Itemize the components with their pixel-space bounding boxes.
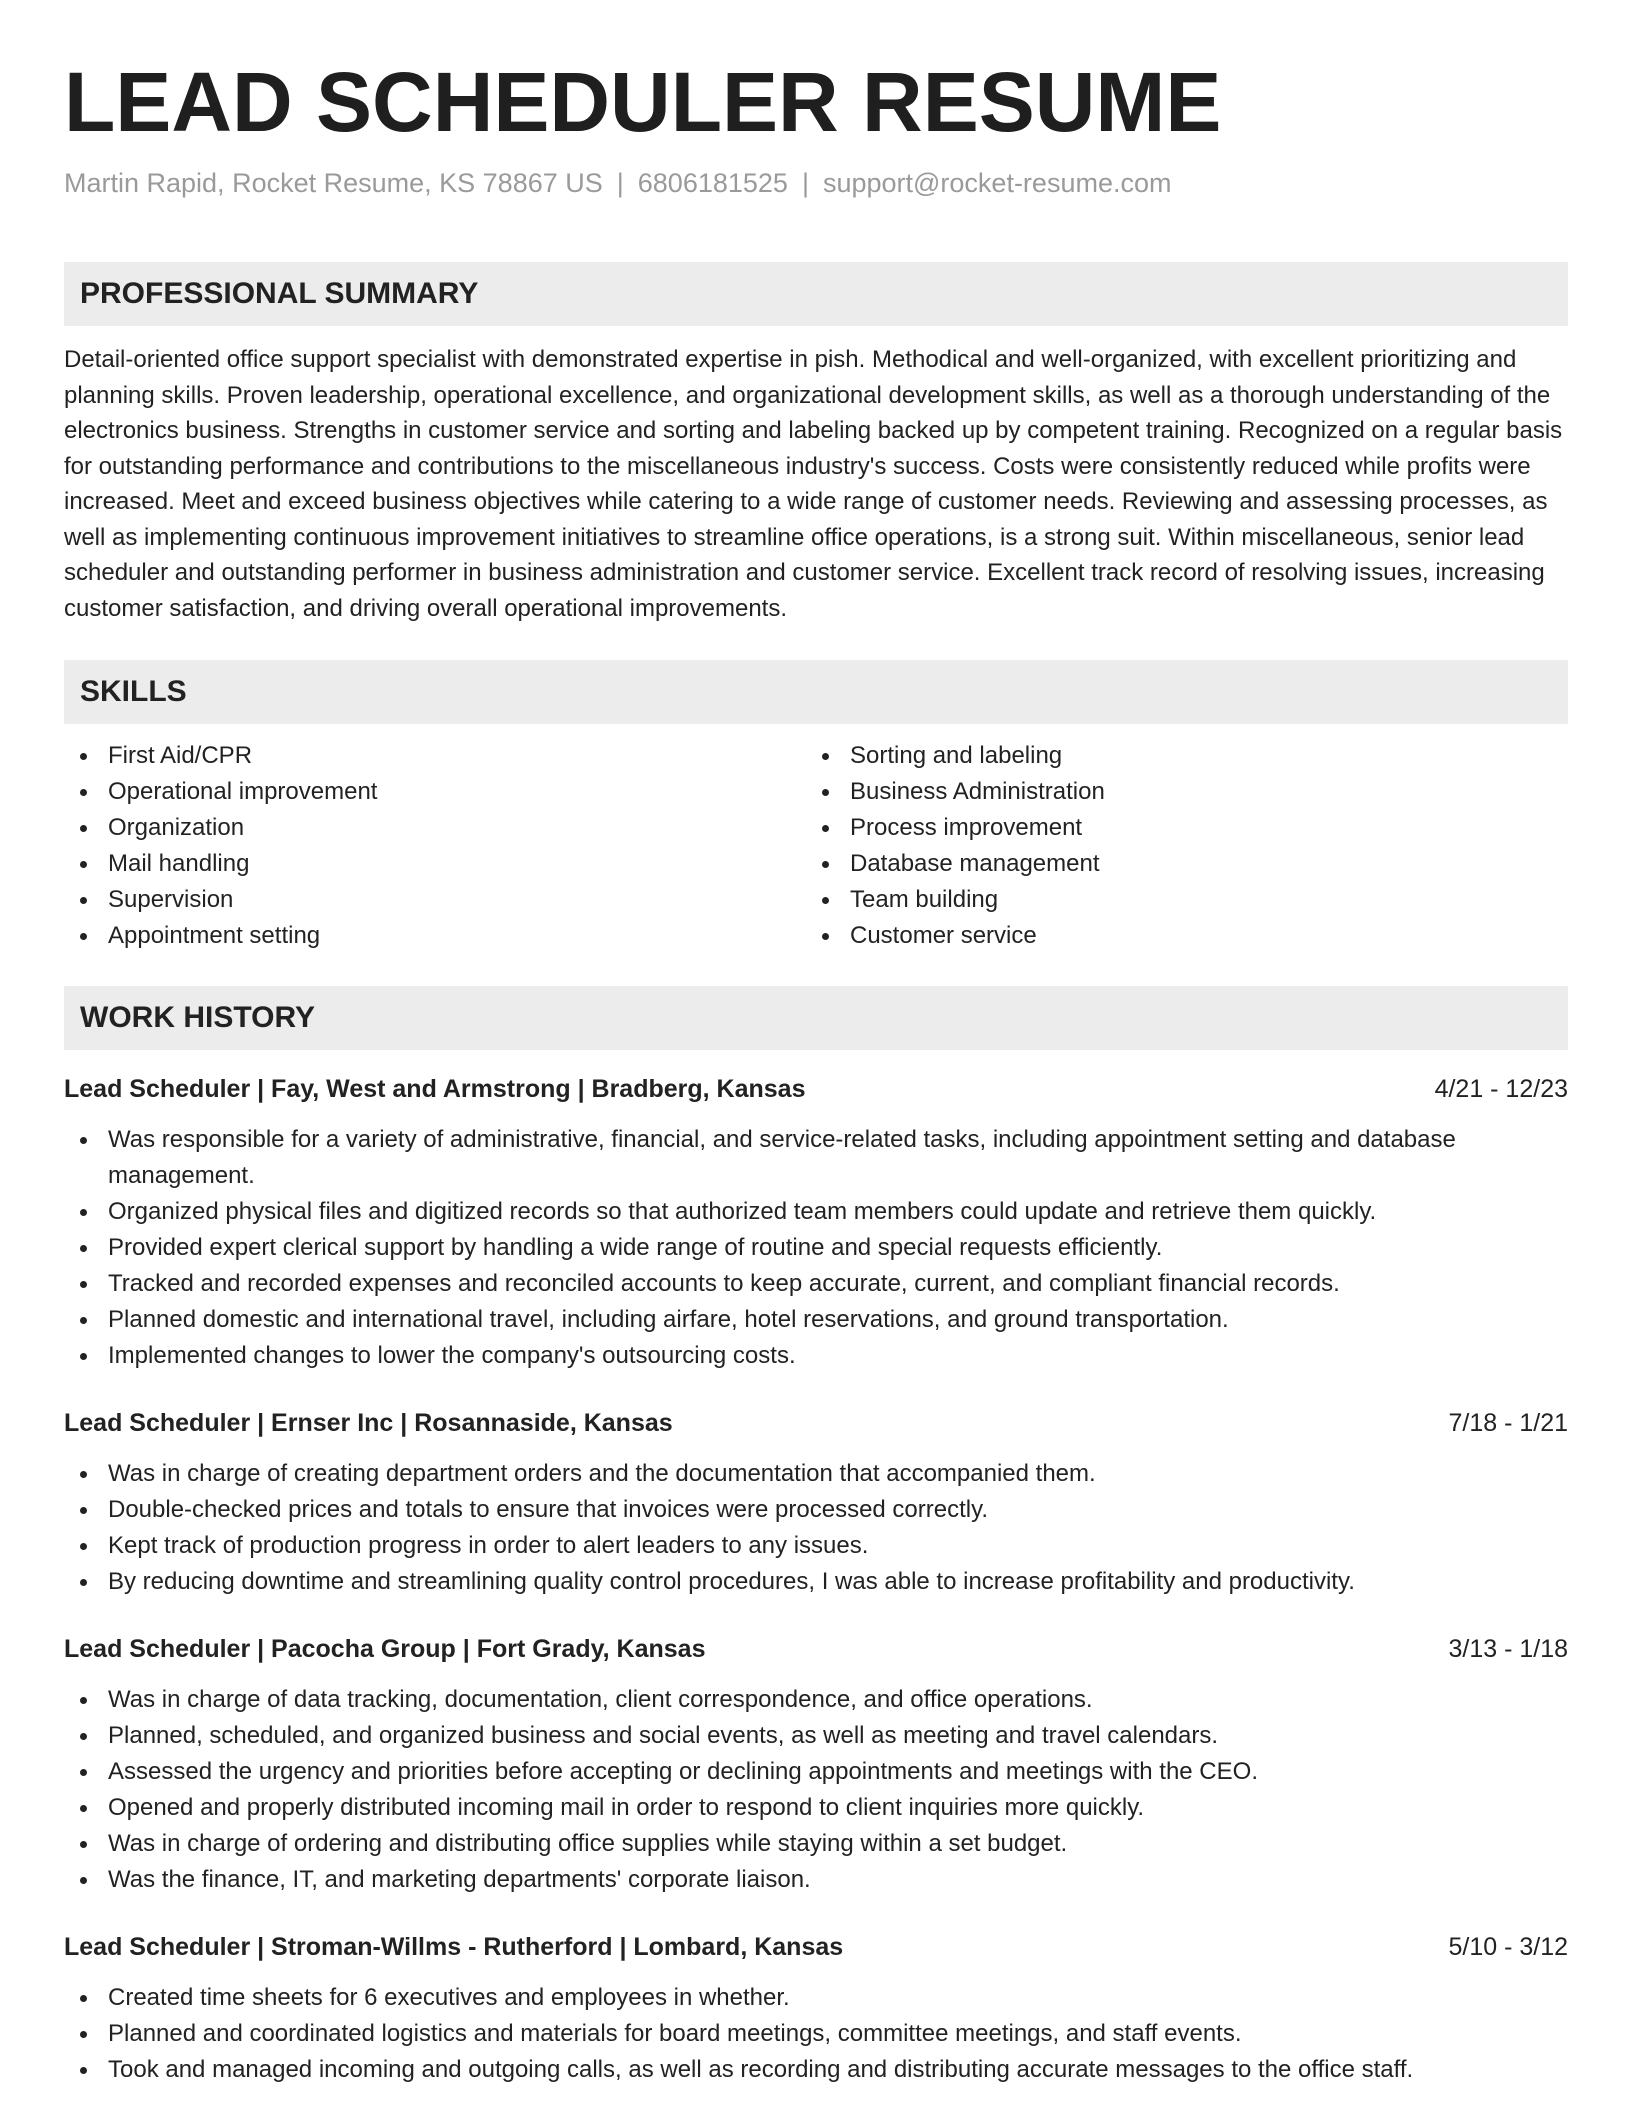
contact-separator: | (801, 168, 809, 198)
skill-item: Organization (64, 810, 806, 846)
job-dates: 5/10 - 3/12 (1448, 1933, 1568, 1961)
job-dates: 7/18 - 1/21 (1448, 1409, 1568, 1437)
resume-title: LEAD SCHEDULER RESUME (64, 55, 1222, 149)
skill-item: Supervision (64, 882, 806, 918)
job-bullets (64, 1682, 1568, 1898)
job-header (64, 1930, 1568, 1964)
skill-item: Customer service (806, 918, 1105, 954)
job-entry (64, 1930, 1568, 2088)
job-bullet: Took and managed incoming and outgoing calls, as well as recording and distributing accurate messages to the office staff. (64, 2052, 1568, 2088)
job-bullet: Was in charge of ordering and distributing office supplies while staying within a set budget. (64, 1826, 1568, 1862)
skills-list (64, 738, 1568, 954)
job-bullet: Organized physical files and digitized records so that authorized team members could update and retrieve them quickly. (64, 1194, 1568, 1230)
job-header (64, 1406, 1568, 1440)
job-header (64, 1072, 1568, 1106)
job-dates: 4/21 - 12/23 (1434, 1075, 1568, 1103)
job-bullet: Tracked and recorded expenses and reconciled accounts to keep accurate, current, and compliant financial records. (64, 1266, 1568, 1302)
job-bullet: Opened and properly distributed incoming mail in order to respond to client inquiries more quickly. (64, 1790, 1568, 1826)
job-bullet: Provided expert clerical support by handling a wide range of routine and special requests efficiently. (64, 1230, 1568, 1266)
job-bullet: Was responsible for a variety of administrative, financial, and service-related tasks, including appointment setting and database management. (64, 1122, 1568, 1194)
job-header (64, 1632, 1568, 1666)
section-heading-work-history: WORK HISTORY (64, 986, 1568, 1050)
job-bullet: Was in charge of data tracking, documentation, client correspondence, and office operations. (64, 1682, 1568, 1718)
skills-column-right (806, 738, 1105, 954)
job-bullet: Kept track of production progress in order to alert leaders to any issues. (64, 1528, 1568, 1564)
contact-line (64, 166, 1568, 200)
skill-item: Database management (806, 846, 1105, 882)
job-bullets (64, 1456, 1568, 1600)
contact-phone: 6806181525 (637, 168, 788, 198)
job-bullet: Planned, scheduled, and organized business and social events, as well as meeting and travel calendars. (64, 1718, 1568, 1754)
job-title: Lead Scheduler | Pacocha Group | Fort Grady, Kansas (64, 1635, 706, 1663)
section-heading-skills: SKILLS (64, 660, 1568, 724)
job-bullet: Planned and coordinated logistics and materials for board meetings, committee meetings, and staff events. (64, 2016, 1568, 2052)
summary-text: Detail-oriented office support specialist with demonstrated expertise in pish. Methodical and well-organized, with excellent prioritizing and planning skills. Proven leadership, operational excellence, and organizational development skills, as well as a thorough understanding of the electronics business. Strengths in customer service and sorting and labeling backed up by competent training. Recognized on a regular basis for outstanding performance and contributions to the miscellaneous industry's success. Costs were consistently reduced while profits were increased. Meet and exceed business objectives while catering to a wide range of customer needs. Reviewing and assessing processes, as well as implementing continuous improvement initiatives to streamline office operations, is a strong suit. Within miscellaneous, senior lead scheduler and outstanding performer in business administration and customer service. Excellent track record of resolving issues, increasing customer satisfaction, and driving overall operational improvements. (64, 346, 1563, 622)
contact-email: support@rocket-resume.com (822, 168, 1172, 198)
job-bullet: Was the finance, IT, and marketing departments' corporate liaison. (64, 1862, 1568, 1898)
job-entry (64, 1406, 1568, 1600)
skill-item: Team building (806, 882, 1105, 918)
job-title: Lead Scheduler | Ernser Inc | Rosannaside, Kansas (64, 1409, 673, 1437)
job-bullet: Implemented changes to lower the company's outsourcing costs. (64, 1338, 1568, 1374)
skill-item: Appointment setting (64, 918, 806, 954)
job-bullet: By reducing downtime and streamlining quality control procedures, I was able to increase profitability and productivity. (64, 1564, 1568, 1600)
contact-separator: | (616, 168, 624, 198)
skill-item: Operational improvement (64, 774, 806, 810)
skill-item: Process improvement (806, 810, 1105, 846)
job-bullet: Planned domestic and international travel, including airfare, hotel reservations, and ground transportation. (64, 1302, 1568, 1338)
skill-item: Sorting and labeling (806, 738, 1105, 774)
job-bullet: Was in charge of creating department orders and the documentation that accompanied them. (64, 1456, 1568, 1492)
contact-address: Martin Rapid, Rocket Resume, KS 78867 US (64, 168, 603, 198)
skill-item: Mail handling (64, 846, 806, 882)
skills-column-left (64, 738, 806, 954)
job-bullet: Created time sheets for 6 executives and employees in whether. (64, 1980, 1568, 2016)
resume-page (64, 0, 1568, 2088)
skill-item: Business Administration (806, 774, 1105, 810)
job-entry (64, 1632, 1568, 1898)
job-title: Lead Scheduler | Stroman-Willms - Rutherford | Lombard, Kansas (64, 1933, 844, 1961)
job-entry (64, 1072, 1568, 1374)
section-heading-summary: PROFESSIONAL SUMMARY (64, 262, 1568, 326)
job-bullet: Assessed the urgency and priorities before accepting or declining appointments and meetings with the CEO. (64, 1754, 1568, 1790)
skill-item: First Aid/CPR (64, 738, 806, 774)
job-dates: 3/13 - 1/18 (1448, 1635, 1568, 1663)
job-bullets (64, 1980, 1568, 2088)
job-bullet: Double-checked prices and totals to ensure that invoices were processed correctly. (64, 1492, 1568, 1528)
job-bullets (64, 1122, 1568, 1374)
job-title: Lead Scheduler | Fay, West and Armstrong | Bradberg, Kansas (64, 1075, 806, 1103)
